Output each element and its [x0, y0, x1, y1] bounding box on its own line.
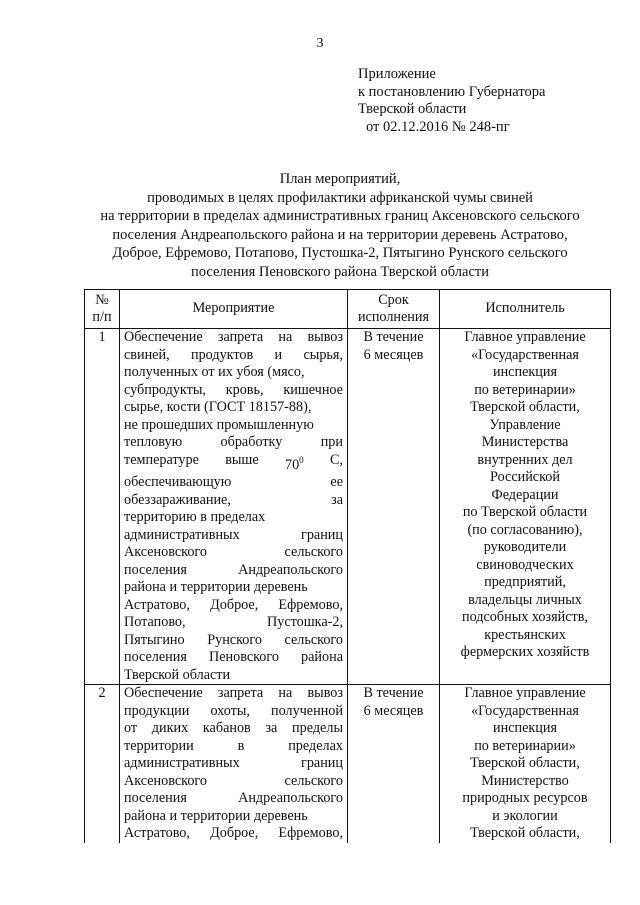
event-text-line [124, 347, 343, 365]
table-row [85, 329, 611, 685]
event-word: на [278, 329, 293, 345]
executor-line: Министерства [481, 434, 569, 450]
event-text-line [124, 667, 343, 685]
event-word: обеспечивающую [124, 474, 232, 490]
event-word: территорию в пределах [124, 509, 266, 525]
event-text-line [124, 544, 343, 562]
event-text-line [124, 492, 343, 510]
executor-line: владельцы личных [468, 591, 582, 608]
header-number-symbol: № [95, 291, 109, 308]
event-word: сельского [284, 544, 343, 560]
event-word: Андреапольского [238, 561, 343, 578]
executor-line: «Государственная [471, 702, 579, 719]
event-text-line [124, 417, 343, 435]
header-term-line: исполнения [357, 309, 430, 325]
executor-line: Главное управление [464, 685, 586, 701]
executor-cell [440, 329, 611, 685]
event-word: за [331, 491, 343, 508]
executor-line: руководители [483, 539, 567, 555]
event-word: от [124, 720, 138, 736]
event-word: 70 [284, 456, 300, 473]
page-number: 3 [316, 36, 324, 51]
event-word: вывоз [307, 685, 343, 701]
event-word: поселения [124, 649, 187, 665]
event-text-line [124, 614, 343, 632]
term-line: 6 месяцев [363, 346, 424, 363]
event-word: С, [329, 451, 343, 468]
attachment-line: к постановлению Губернатора [358, 83, 546, 100]
event-word: субпродукты, [124, 381, 206, 398]
event-word: Потапово, [124, 614, 186, 630]
event-word: пределах [288, 737, 343, 754]
event-word: Ефремово, [278, 596, 343, 613]
event-text-line [124, 509, 343, 527]
event-word: при [320, 434, 343, 450]
event-word: Пустошка-2, [266, 614, 343, 630]
document-title [60, 170, 620, 281]
event-word: Обеспечение [124, 329, 203, 345]
executor-line: подсобных хозяйств, [462, 609, 588, 625]
event-word: свиней, [124, 346, 170, 363]
event-text-line [124, 703, 343, 721]
event-word: пределы [292, 720, 343, 736]
event-text-line [124, 329, 343, 347]
term-cell [348, 329, 440, 685]
event-text-line [124, 755, 343, 773]
event-text-line [124, 632, 343, 650]
temperature-value [285, 452, 304, 475]
event-word: продуктов [190, 346, 254, 363]
event-word: вывоз [307, 329, 343, 345]
attachment-line: Тверской области [358, 101, 467, 117]
event-word: температуре [124, 451, 199, 468]
event-word: обработку [220, 434, 283, 450]
attachment-line: Приложение [358, 66, 436, 82]
event-word: кишечное [283, 381, 343, 398]
event-word: Аксеновского [124, 544, 207, 560]
term-line: 6 месяцев [363, 702, 424, 719]
event-text-line [124, 597, 343, 615]
event-text-line [124, 527, 343, 545]
event-word: кровь, [225, 381, 264, 398]
event-word: сырье, кости (ГОСТ 18157-88), [124, 399, 312, 415]
executor-line: Министерство [481, 772, 569, 789]
event-word: поселения [124, 790, 187, 806]
executor-line: внутренних дел [477, 451, 573, 468]
event-text-line [124, 452, 343, 475]
header-number [85, 290, 120, 329]
event-word: Пеновского [208, 649, 279, 665]
executor-line: Управление [489, 416, 561, 433]
event-word: границ [301, 526, 343, 543]
executor-line: Тверской области, [470, 755, 580, 771]
executor-cell [440, 685, 611, 843]
event-word: административных [124, 755, 240, 771]
event-word: поселения [124, 561, 187, 578]
row-number: 2 [85, 685, 120, 843]
event-word: Астратово, [124, 596, 190, 613]
header-number-pp: п/п [92, 309, 112, 325]
executor-line: по Тверской области [462, 504, 588, 520]
attachment-date-line: от 02.12.2016 № 248-пг [366, 118, 510, 135]
event-word: сырья, [303, 346, 343, 363]
event-text-line [124, 434, 343, 452]
event-text-line [124, 790, 343, 808]
event-word: района и территории деревень [124, 807, 308, 824]
event-word: не прошедших промышленную [124, 416, 314, 433]
title-line: Доброе, Ефремово, Потапово, Пустошка-2, Пятыгино Рунского сельского [112, 245, 568, 261]
header-executor: Исполнитель [440, 290, 611, 329]
event-word: выше [225, 451, 259, 468]
executor-line: Федерации [491, 486, 559, 503]
term-line: В течение [363, 685, 424, 701]
event-word: Аксеновского [124, 772, 207, 789]
event-word: границ [301, 755, 343, 771]
executor-line: Главное управление [464, 329, 586, 345]
event-text-line [124, 562, 343, 580]
event-word: охоты, [210, 702, 250, 719]
event-word: Доброе, [210, 596, 259, 613]
term-line: В течение [363, 329, 424, 345]
event-text-line [124, 720, 343, 738]
event-word: Астратово, [124, 825, 190, 841]
event-word: Рунского [207, 631, 262, 648]
event-word: на [278, 685, 293, 701]
executor-line: инспекция [493, 364, 557, 380]
term-cell [348, 685, 440, 843]
event-text-line [124, 825, 343, 843]
event-text-line [124, 364, 343, 382]
title-line: на территории в пределах административных границ Аксеновского сельского [100, 208, 580, 224]
executor-line: по ветеринарии» [474, 737, 576, 754]
row-number: 1 [85, 329, 120, 685]
event-word: ее [330, 474, 343, 490]
event-word: административных [124, 526, 240, 543]
event-text-line [124, 738, 343, 756]
event-word: продукции [124, 702, 190, 719]
header-term-line: Срок [378, 291, 409, 308]
event-word: территории [124, 737, 194, 754]
event-text-line [124, 649, 343, 667]
degree-mark: 0 [299, 454, 304, 465]
executor-line: инспекция [493, 720, 557, 736]
event-word: в [237, 737, 245, 754]
event-cell [120, 329, 348, 685]
event-cell [120, 685, 348, 843]
executor-line: крестьянских [484, 626, 566, 643]
event-word: Тверской области [124, 666, 231, 683]
event-word: полученных от их убоя (мясо, [124, 364, 305, 380]
executor-line: природных ресурсов [462, 790, 588, 806]
attachment-header [358, 66, 545, 136]
executor-line: Тверской области, [470, 825, 580, 841]
event-word: Обеспечение [124, 685, 203, 701]
executor-line: Российской [490, 469, 560, 485]
header-term [348, 290, 440, 329]
title-line: поселения Пеновского района Тверской области [191, 263, 489, 280]
event-word: Доброе, [210, 825, 259, 841]
executor-line: предприятий, [484, 574, 566, 590]
event-word: Пятыгино [124, 631, 185, 648]
event-text-line [124, 808, 343, 826]
event-word: полученной [271, 702, 343, 719]
event-text-line [124, 382, 343, 400]
event-word: обеззараживание, [124, 491, 231, 508]
event-word: и [274, 346, 283, 363]
event-text-line [124, 773, 343, 791]
event-text-line [124, 474, 343, 492]
event-word: кабанов [202, 720, 251, 736]
event-word: района [301, 649, 343, 665]
executor-line: по ветеринарии» [474, 381, 576, 398]
event-word: района и территории деревень [124, 579, 308, 595]
event-word: тепловую [124, 434, 183, 450]
table-header-row [85, 290, 611, 329]
executor-line: Тверской области, [470, 399, 580, 415]
event-word: за [265, 720, 278, 736]
title-line: проводимых в целях профилактики африканской чумы свиней [147, 189, 533, 206]
table-row [85, 685, 611, 843]
header-event: Мероприятие [120, 290, 348, 329]
title-line: поселения Андреапольского района и на территории деревень Астратово, [112, 226, 568, 243]
title-line: План мероприятий, [279, 171, 401, 187]
event-word: Андреапольского [238, 790, 343, 806]
event-word: сельского [284, 631, 343, 648]
executor-line: свиноводческих [476, 556, 574, 573]
executor-line: фермерских хозяйств [460, 644, 590, 660]
executor-line: «Государственная [471, 346, 579, 363]
event-word: запрета [217, 329, 264, 345]
executor-line: и экологии [492, 807, 558, 824]
plan-table [84, 289, 611, 843]
event-text-line [124, 685, 343, 703]
executor-line: (по согласованию), [467, 521, 583, 538]
event-word: сельского [284, 772, 343, 789]
event-word: Ефремово, [278, 825, 343, 841]
event-word: диких [151, 720, 189, 736]
event-text-line [124, 579, 343, 597]
event-text-line [124, 399, 343, 417]
event-word: запрета [217, 685, 264, 701]
